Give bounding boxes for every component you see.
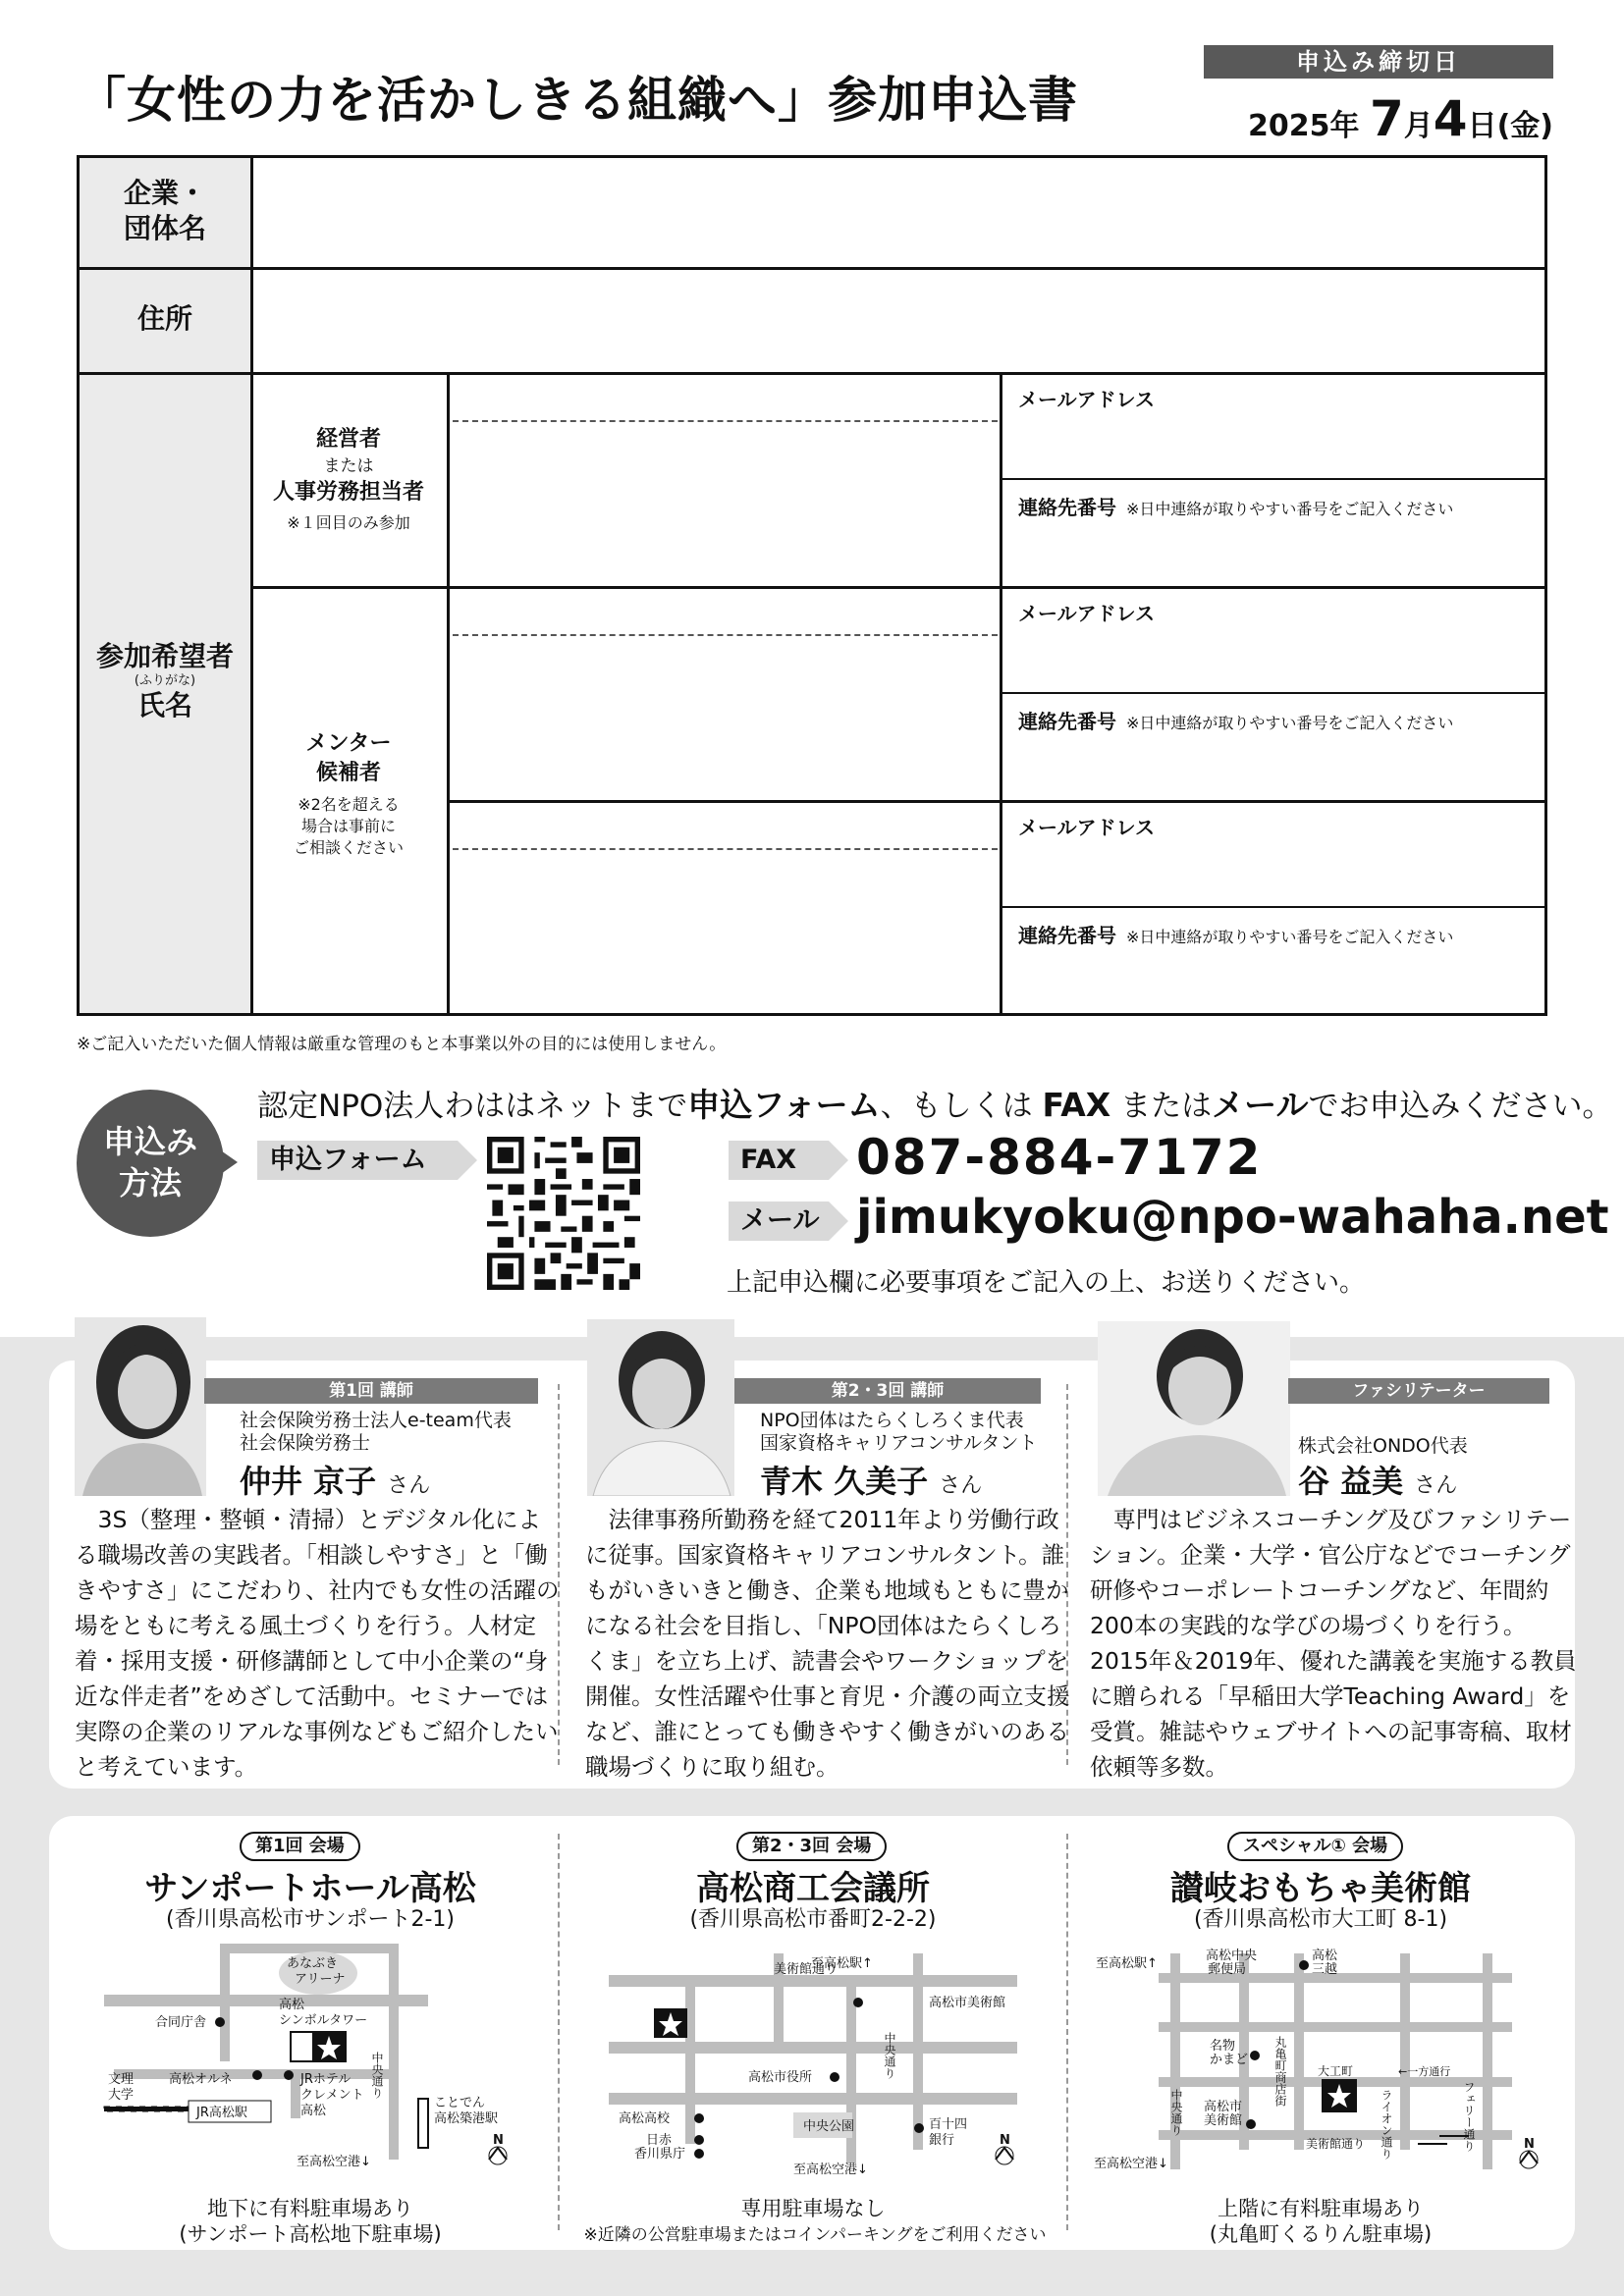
venue-tag: スペシャル① 会場 [1227,1832,1403,1861]
speaker-affiliation: 国家資格キャリアコンサルタント [760,1432,1038,1454]
map-label: 百十四 [929,2117,968,2132]
map-label: 三越 [1312,1962,1338,1977]
speaker-name [1298,1457,1457,1502]
deadline-month: 7 [1369,90,1404,147]
deadline-weekday: (金) [1496,109,1553,143]
form-divider [1002,692,1544,694]
mentor-note: ご相談ください [293,838,404,857]
map-label: JRホテル [300,2072,352,2087]
apply-method-line: 方法 [118,1164,182,1201]
map-label: 美術館通り [1306,2137,1366,2151]
speaker-honorific: さん [387,1473,431,1498]
map-label: 高松市役所 [748,2070,813,2085]
map-label: 高松オルネ [169,2072,233,2087]
form-tag: 申込フォーム [257,1141,458,1180]
map-label: ←一方通行 [1398,2065,1451,2078]
name-label: 氏名 [136,689,192,721]
speaker-photo-icon [75,1317,206,1496]
venue-parking-note: ※近隣の公営駐車場またはコインパーキングをご利用ください [583,2225,1047,2245]
map-label: 高松 [300,2104,327,2118]
deadline-day: 4 [1433,90,1468,147]
page-title: 「女性の力を活かしきる組織へ」参加申込書 [77,72,1078,129]
intro-mail: メール [1212,1086,1309,1124]
deadline-day-unit: 日 [1467,109,1497,143]
manager-label [250,425,447,535]
map-label: 中央通り [1169,2089,1183,2136]
speaker-affiliation: 社会保険労務士法人e-team代表 [240,1410,512,1431]
phone-note: ※日中連絡が取りやすい番号をご記入ください [1126,500,1454,518]
speaker-affiliation: 株式会社ONDO代表 [1298,1435,1468,1457]
north-label: N [1000,2133,1010,2148]
map-label: 高松市 [1204,2100,1243,2114]
venue-divider [1066,1834,1068,2230]
company-label-line: 企業・ [123,177,206,209]
venue-map-2 [601,1944,1033,2179]
speaker-honorific: さん [939,1473,983,1498]
phone-note: ※日中連絡が取りやすい番号をご記入ください [1126,928,1454,946]
map-label: シンボルタワー [279,2013,368,2028]
qr-code-icon[interactable] [487,1137,640,1290]
venue-map-3 [1086,1944,1549,2179]
speaker-role: ファシリテーター [1288,1378,1549,1404]
form-divider [250,586,1544,589]
mentor-label-line: 候補者 [315,761,381,785]
intro-fax: FAX [1042,1086,1111,1124]
speaker-affiliation: NPO団体はたらくしろくま代表 [760,1410,1024,1431]
mentor-note: 場合は事前に [300,817,396,835]
phone-label-text: 連絡先番号 [1018,496,1116,519]
map-label: 美術館 [1204,2113,1243,2128]
email-address-link[interactable]: jimukyoku@npo-wahaha.net [856,1190,1609,1245]
intro-text: または [1120,1089,1213,1124]
map-label: フェリー通り [1462,2081,1476,2152]
venue-divider [558,1834,560,2230]
map-label: あなぶき [287,1956,339,1971]
speaker-bio: 法律事務所勤務を経て2011年より労働行政に従事。国家資格キャリアコンサルタント。誰もがいきいきと働き、企業も地域もともに豊かになる社会を目指し、「NPO団体はたらくしろくま」を立ち上げ、読書会やワークショップを開催。女性活躍や仕事と育児・介護の両立支援など、誰にとっても働きやすく働きがいのある職場づくりに取り組む。 [585,1506,1070,1781]
map-label: かまど [1210,2053,1249,2067]
manager-label-line: 人事労務担当者 [272,480,424,505]
venue-address: (香川県高松市大工町 8-1) [1193,1907,1448,1932]
form-divider [1002,906,1544,908]
map-label: クレメント [300,2088,364,2103]
venue-name: 高松商工会議所 [696,1869,930,1908]
venue-tag: 第2・3回 会場 [736,1832,887,1861]
apply-method-badge [77,1090,224,1237]
map-label: 高松高校 [619,2111,671,2126]
map-label: 至高松駅↑ [811,1956,873,1971]
participant-label: 参加希望者 [95,640,234,672]
email-label: メールアドレス [1018,602,1155,625]
phone-label-text: 連絡先番号 [1018,710,1116,733]
venue-parking: 上階に有料駐車場あり [1218,2197,1424,2220]
map-label: 郵便局 [1208,1962,1247,1977]
intro-form: 申込フォーム [687,1086,881,1124]
venue-address: (香川県高松市番町2-2-2) [689,1907,937,1932]
map-label: 高松 [279,1998,305,2012]
speaker-photo-icon [1098,1321,1290,1496]
speaker-bio: 3S（整理・整頓・清掃）とデジタル化による職場改善の実践者。「相談しやすさ」と「働きやすさ」にこだわり、社内でも女性の活躍の場をともに考える風土づくりを行う。人材定着・採用支援・研修講師として中小企業の“身近な伴走者”をめざして活動中。セミナーでは実際の企業のリアルな事例などもご紹介したいと考えています。 [75,1506,560,1781]
company-label-line: 団体名 [123,212,206,244]
map-label: 高松 [1312,1949,1338,1963]
map-label: 銀行 [929,2133,955,2148]
form-divider [1002,478,1544,480]
map-label: ことでん [434,2096,486,2110]
deadline-label: 申込み締切日 [1204,45,1553,79]
phone-label [1018,492,1453,520]
participant-name-label [80,639,250,723]
map-label: 香川県庁 [634,2147,686,2162]
phone-label [1018,920,1453,948]
intro-text: 、もしくは [880,1089,1033,1124]
map-label: 至高松空港↓ [297,2155,371,2169]
mentor-label [250,729,447,859]
fax-tag: FAX [729,1141,829,1180]
form-divider [80,267,1544,270]
map-label: 丸亀町商店街 [1273,2036,1287,2107]
speaker-name-text: 仲井 京子 [240,1463,377,1500]
north-label: N [1524,2137,1535,2152]
intro-text: でお申込みください。 [1308,1089,1613,1124]
speaker-role: 第2・3回 講師 [734,1378,1041,1404]
speaker-name [760,1457,982,1502]
phone-note: ※日中連絡が取りやすい番号をご記入ください [1126,714,1454,732]
company-label [80,176,250,246]
map-label: 至高松空港↓ [1094,2157,1168,2171]
apply-intro [257,1080,1612,1126]
furigana-line [453,634,998,636]
manager-note: ※１回目のみ参加 [287,513,410,532]
phone-label [1018,706,1453,734]
map-label: 日赤 [646,2133,673,2148]
map-label: 高松築港駅 [434,2111,499,2126]
map-label: 合同庁舎 [155,2015,207,2030]
venue-name: 讃岐おもちゃ美術館 [1170,1869,1471,1908]
map-label: 名物 [1210,2039,1236,2054]
speaker-photo-icon [587,1319,734,1496]
venue-parking-note: (丸亀町くるりん駐車場) [1209,2222,1433,2246]
furigana-label: (ふりがな) [134,673,196,688]
north-label: N [493,2133,504,2148]
email-label: メールアドレス [1018,388,1155,411]
speaker-name-text: 谷 益美 [1298,1463,1404,1500]
fax-number[interactable]: 087-884-7172 [856,1129,1263,1186]
map-label: 中央通り [370,2052,384,2099]
privacy-note: ※ご記入いただいた個人情報は厳重な管理のもと本事業以外の目的には使用しません。 [77,1035,727,1054]
venue-address: (香川県高松市サンポート2-1) [166,1907,455,1932]
speaker-honorific: さん [1414,1473,1458,1498]
speaker-name-text: 青木 久美子 [760,1463,929,1500]
intro-text: 認定NPO法人わははネットまで [257,1089,688,1124]
mentor-label-line: メンター [305,731,392,756]
map-label: JR高松駅 [196,2106,247,2120]
map-label: 文理 [108,2072,135,2087]
map-label: 至高松空港↓ [793,2163,868,2177]
map-label: 至高松駅↑ [1096,1956,1158,1971]
address-label: 住所 [136,302,192,335]
map-label: 美術館通り [774,1962,839,1977]
mentor-note: ※2名を超える [298,795,400,814]
apply-method-line: 申込み [102,1123,197,1160]
deadline-month-unit: 月 [1403,109,1434,143]
map-label: アリーナ [295,1972,346,1987]
speaker-name [240,1457,430,1502]
application-form [77,155,1547,1016]
deadline-year: 2025年 [1248,109,1360,143]
map-label: ライオン通り [1380,2089,1393,2160]
venue-parking: 専用駐車場なし [740,2197,886,2220]
map-label: 高松市美術館 [929,1996,1006,2010]
venue-name: サンポートホール高松 [144,1869,476,1908]
speaker-bio: 専門はビジネスコーチング及びファシリテーション。企業・大学・官公庁などでコーチング研修やコーポレートコーチングなど、年間約200本の実践的な学びの場づくりを行う。2015年＆2019年、優れた講義を実施する教員に贈られる「早稲田大学Teaching Award」を受賞。雑誌やウェブサイトへの記事寄稿、取材依頼等多数。 [1090,1506,1577,1781]
map-label: 中央公園 [803,2119,855,2134]
venue-parking: 地下に有料駐車場あり [207,2197,413,2220]
phone-label-text: 連絡先番号 [1018,924,1116,947]
map-label: 高松中央 [1206,1949,1258,1963]
email-label: メールアドレス [1018,816,1155,839]
map-label: 大学 [108,2088,135,2103]
form-divider [447,800,1544,803]
manager-label-line: 経営者 [315,427,381,452]
venue-map-1 [94,1934,536,2179]
deadline-date [1200,90,1553,147]
form-divider [80,372,1544,375]
speaker-role: 第1回 講師 [204,1378,538,1404]
label-column-shade [80,158,250,1013]
map-label: 大工町 [1318,2064,1354,2078]
speaker-affiliation: 社会保険労務士 [240,1432,371,1454]
manager-label-line: または [323,456,374,476]
mail-tag: メール [729,1201,829,1241]
venue-tag: 第1回 会場 [240,1832,360,1861]
send-note: 上記申込欄に必要事項をご記入の上、お送りください。 [727,1268,1366,1298]
furigana-line [453,848,998,850]
form-divider [447,372,450,1013]
furigana-line [453,420,998,422]
map-label: 中央通り [883,2032,896,2079]
apply-method-pointer [218,1148,238,1176]
venue-parking-note: (サンポート高松地下駐車場) [179,2222,442,2246]
